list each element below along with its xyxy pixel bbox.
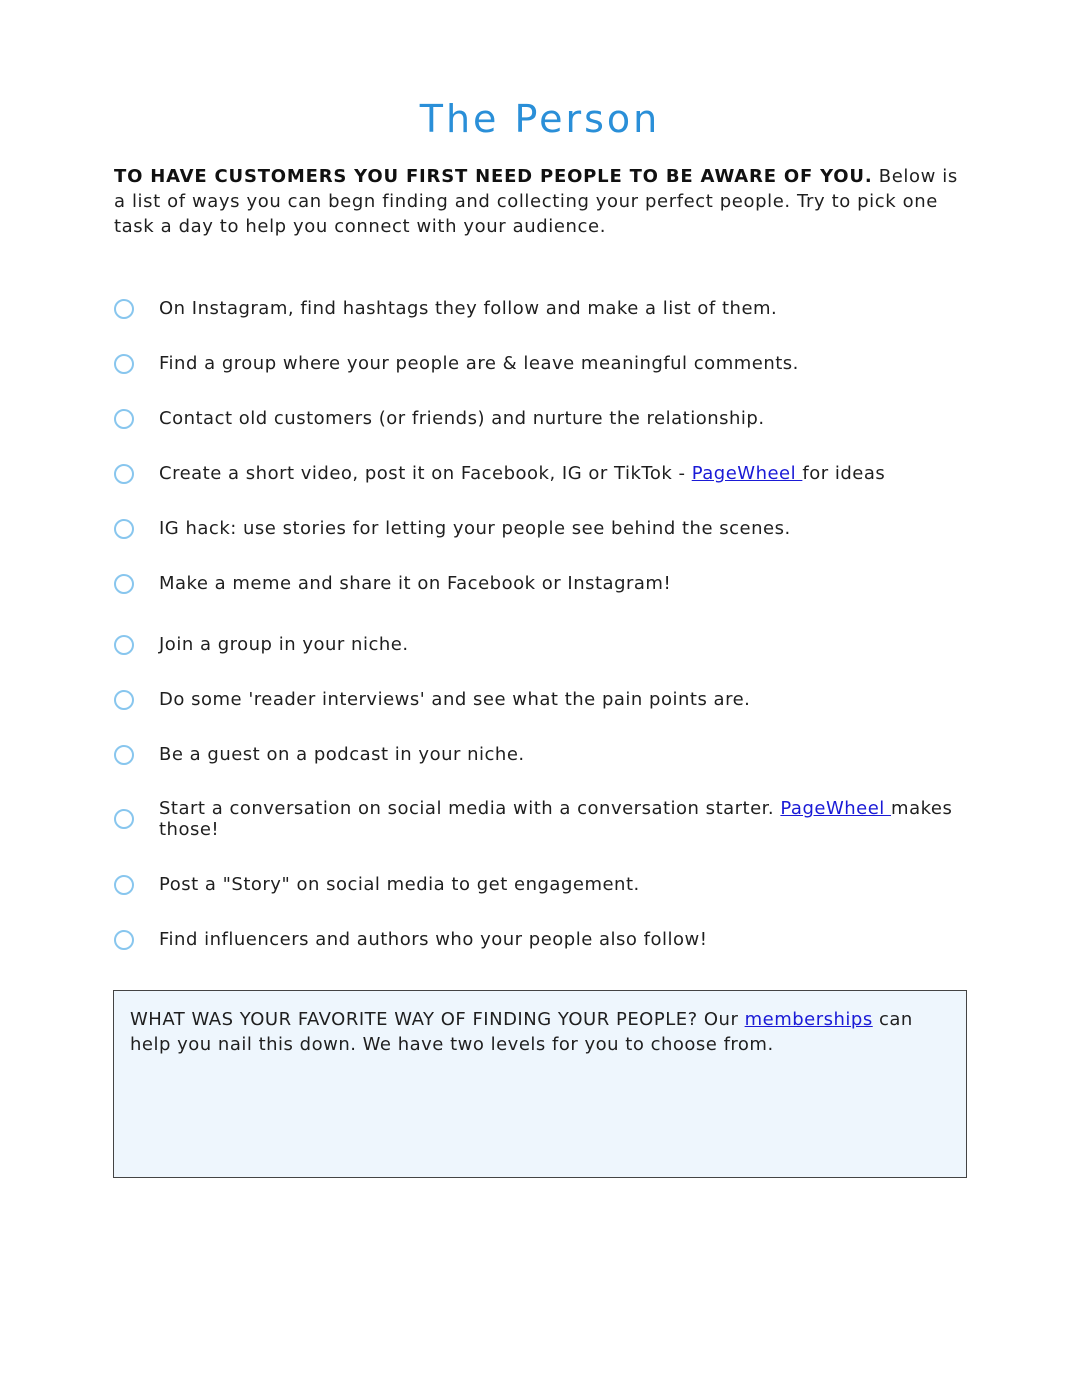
page-title: The Person bbox=[419, 97, 661, 142]
reflection-post: can help you nail this down. We have two levels for you to choose from. bbox=[130, 1009, 913, 1055]
checkbox-circle[interactable] bbox=[114, 690, 134, 710]
task-text: Find influencers and authors who your people also follow! bbox=[159, 929, 708, 950]
task-item bbox=[112, 408, 982, 429]
task-text: Contact old customers (or friends) and nurture the relationship. bbox=[159, 408, 765, 429]
task-item bbox=[112, 744, 982, 765]
reflection-text bbox=[130, 1007, 950, 1057]
checkbox-circle[interactable] bbox=[114, 875, 134, 895]
task-text: Join a group in your niche. bbox=[159, 634, 409, 655]
task-text-post: for ideas bbox=[802, 463, 886, 484]
checkbox-circle[interactable] bbox=[114, 464, 134, 484]
checkbox-circle[interactable] bbox=[114, 574, 134, 594]
task-item bbox=[112, 518, 982, 539]
checkbox-circle[interactable] bbox=[114, 409, 134, 429]
pagewheel-link[interactable]: PageWheel bbox=[780, 798, 892, 819]
pagewheel-link[interactable]: PageWheel bbox=[691, 463, 803, 484]
task-text: Post a "Story" on social media to get engagement. bbox=[159, 874, 640, 895]
checkbox-circle[interactable] bbox=[114, 354, 134, 374]
task-text: Be a guest on a podcast in your niche. bbox=[159, 744, 525, 765]
task-item bbox=[112, 573, 982, 594]
task-text: On Instagram, find hashtags they follow and make a list of them. bbox=[159, 298, 778, 319]
checkbox-circle[interactable] bbox=[114, 809, 134, 829]
checkbox-circle[interactable] bbox=[114, 299, 134, 319]
intro-paragraph bbox=[114, 164, 974, 239]
task-text-pre: Start a conversation on social media with a conversation starter. bbox=[159, 798, 781, 819]
task-text-post: makes those! bbox=[159, 798, 953, 840]
reflection-box[interactable] bbox=[113, 990, 967, 1178]
task-item bbox=[112, 874, 982, 895]
task-item bbox=[112, 353, 982, 374]
task-item bbox=[112, 798, 982, 840]
task-text: Find a group where your people are & leave meaningful comments. bbox=[159, 353, 799, 374]
task-text: Do some 'reader interviews' and see what the pain points are. bbox=[159, 689, 751, 710]
checkbox-circle[interactable] bbox=[114, 930, 134, 950]
task-item bbox=[112, 929, 982, 950]
task-text-pre: Create a short video, post it on Facebook, IG or TikTok - bbox=[159, 463, 692, 484]
task-text: Make a meme and share it on Facebook or Instagram! bbox=[159, 573, 672, 594]
task-text: IG hack: use stories for letting your people see behind the scenes. bbox=[159, 518, 791, 539]
task-item bbox=[112, 634, 982, 655]
task-text bbox=[159, 463, 979, 484]
task-text bbox=[159, 798, 979, 840]
task-item bbox=[112, 298, 982, 319]
checkbox-circle[interactable] bbox=[114, 745, 134, 765]
intro-body: Below is a list of ways you can begn finding and collecting your perfect people. Try to pick one task a day to help you connect with your audience. bbox=[114, 166, 958, 237]
checkbox-circle[interactable] bbox=[114, 519, 134, 539]
task-item bbox=[112, 689, 982, 710]
checkbox-circle[interactable] bbox=[114, 635, 134, 655]
task-item bbox=[112, 463, 982, 484]
reflection-pre: WHAT WAS YOUR FAVORITE WAY OF FINDING YOUR PEOPLE? Our bbox=[130, 1009, 745, 1030]
intro-lead: TO HAVE CUSTOMERS YOU FIRST NEED PEOPLE TO BE AWARE OF YOU. bbox=[114, 166, 873, 187]
memberships-link[interactable]: memberships bbox=[744, 1009, 873, 1030]
